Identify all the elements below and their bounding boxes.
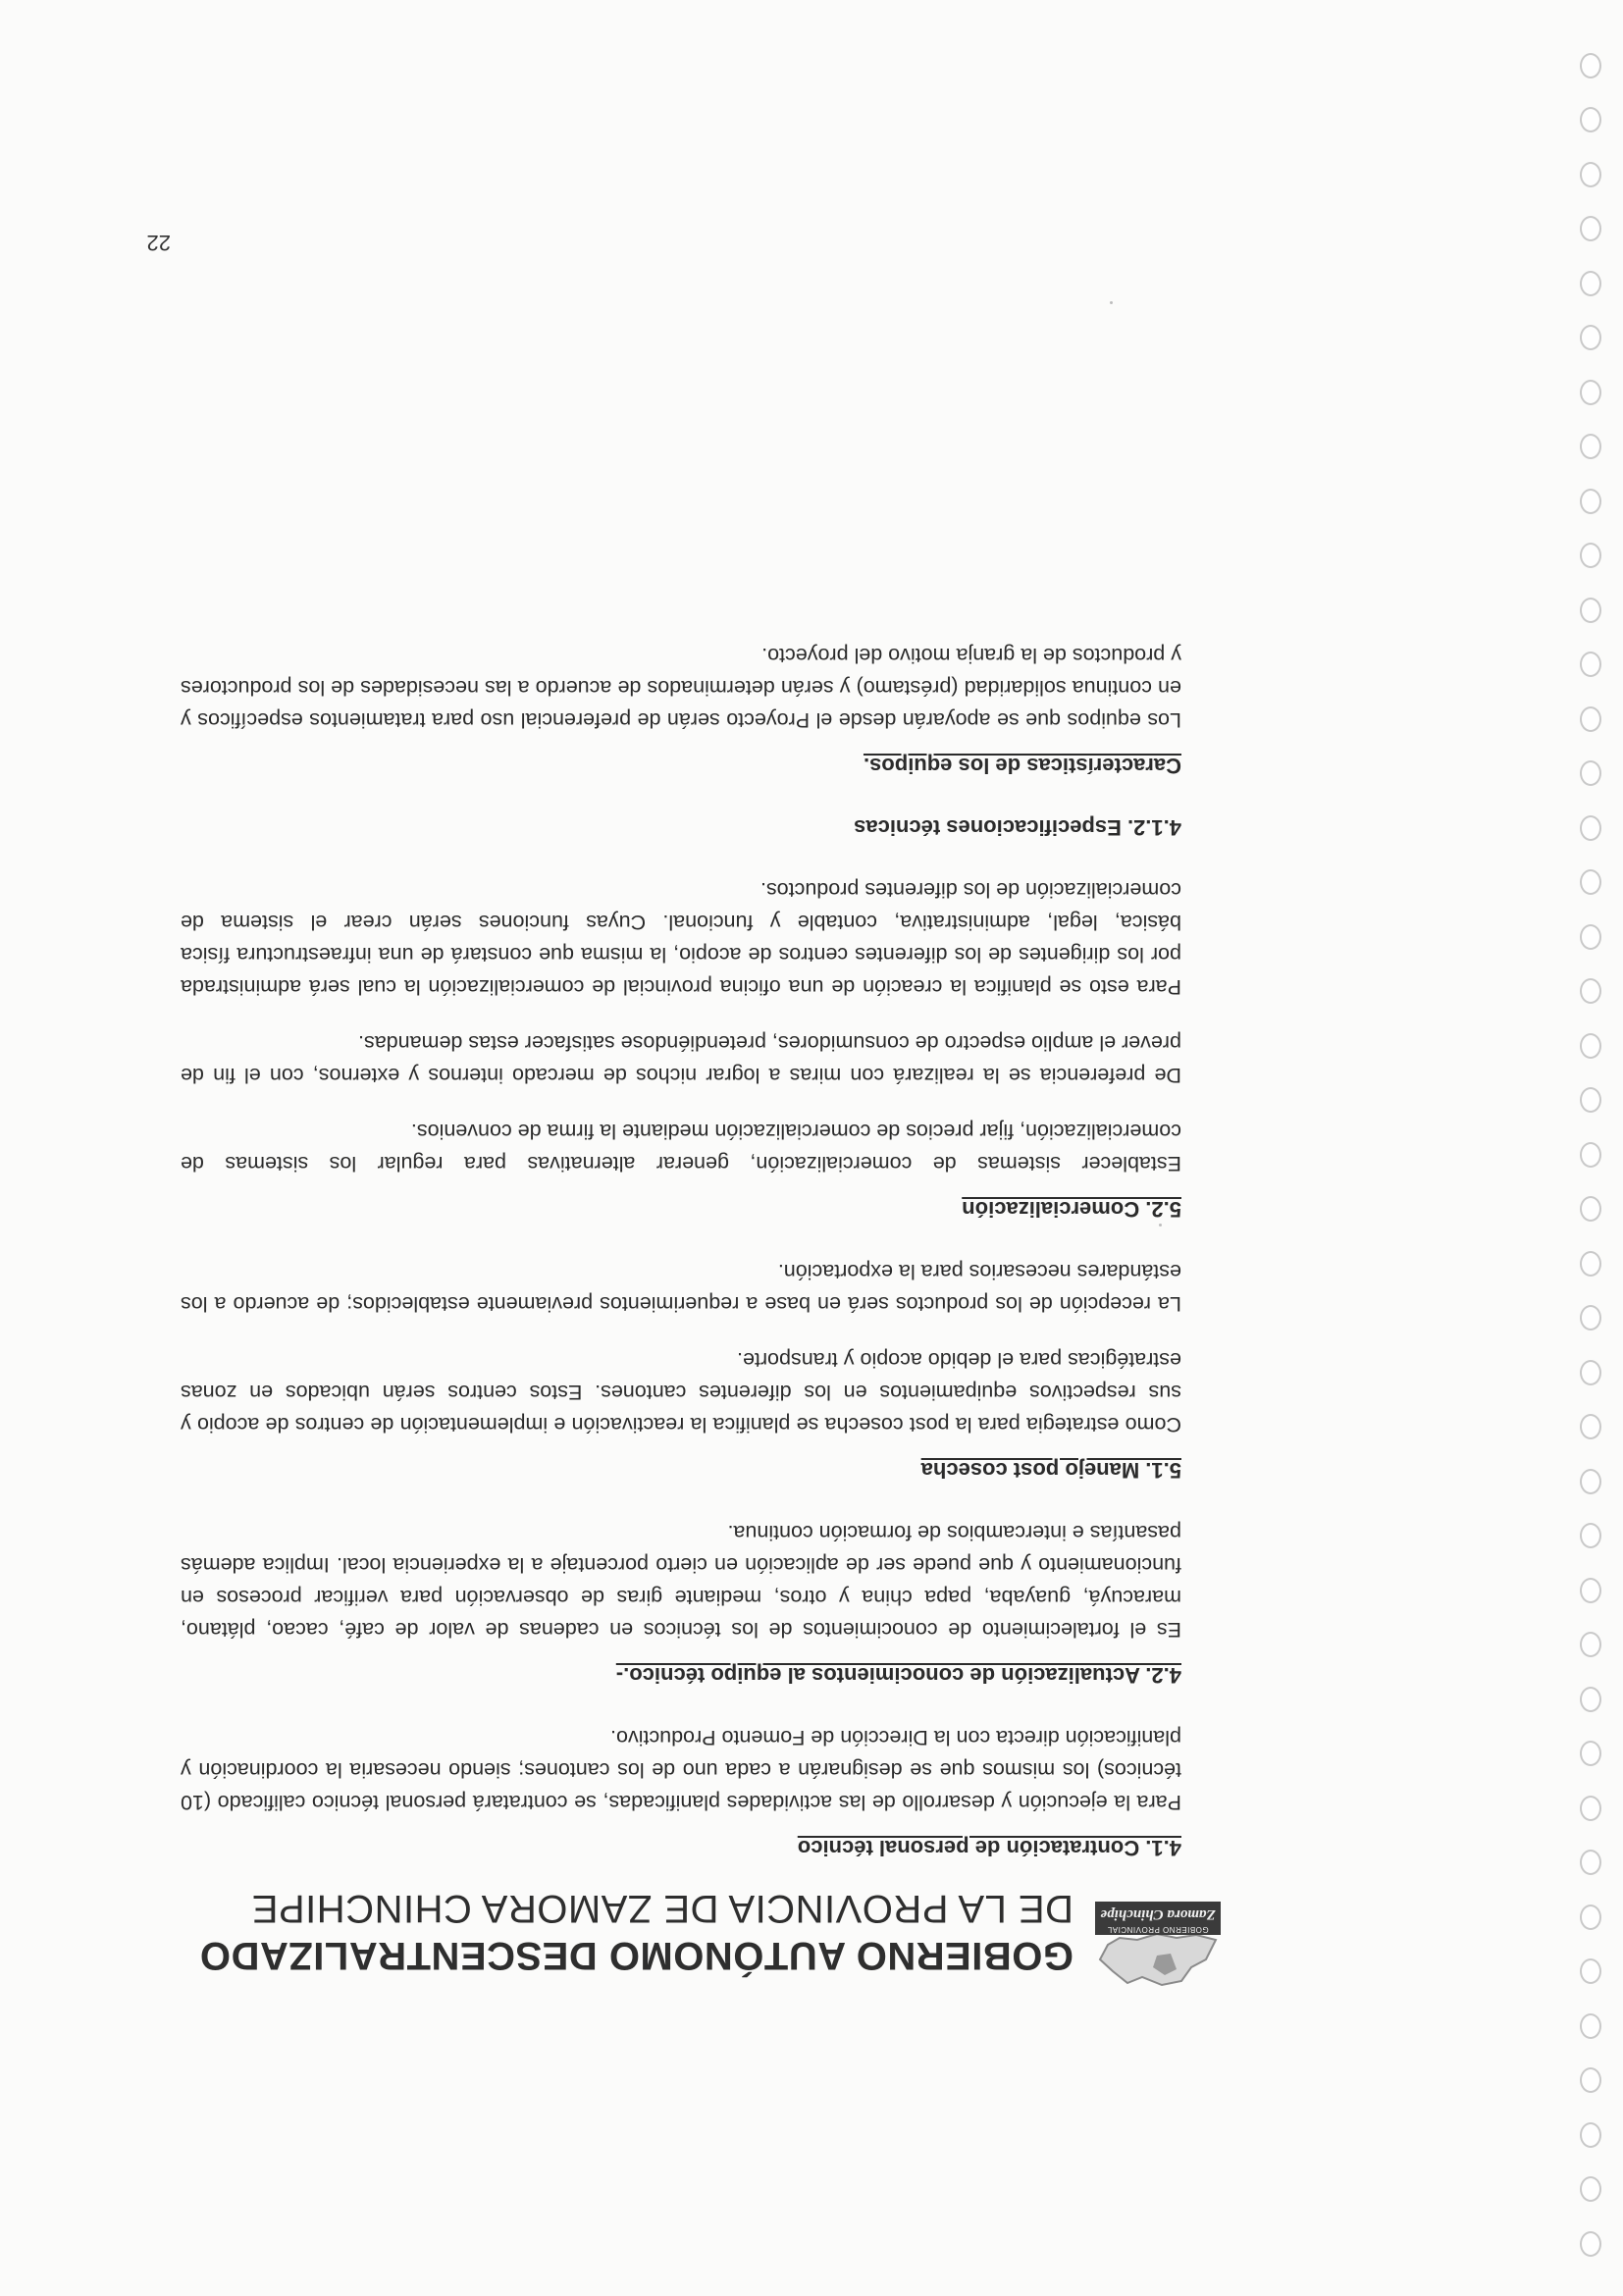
- binding-hole: [1580, 1306, 1601, 1331]
- binding-hole: [1580, 1578, 1601, 1603]
- page-number: 22: [146, 231, 171, 255]
- binding-hole: [1580, 1251, 1601, 1277]
- paragraph: Para esto se planifica la creación de una oficina provincial de comercialización la cual será administrada por los dirigentes de los diferentes centros de acopio, la misma que constará de una infraestructura física básica, legal, administrativa, contable y funcional. Cuyas funciones serán crear el sistema de comercialización de los diferentes productos.: [181, 878, 1181, 999]
- binding-hole: [1580, 1033, 1601, 1059]
- binding-hole: [1580, 1360, 1601, 1385]
- paragraph: De preferencia se la realizará con miras a lograr nichos de mercado internos y externos, con el fin de prever el amplio espectro de consumidores, pretendiéndose satisfacer estas demandas.: [181, 1031, 1181, 1087]
- binding-hole: [1580, 2231, 1601, 2257]
- binding-hole: [1580, 1524, 1601, 1549]
- binding-hole: [1580, 217, 1601, 242]
- binding-hole: [1580, 1197, 1601, 1223]
- binding-hole: [1580, 706, 1601, 732]
- logo-main-text: Zamora Chinchipe: [1100, 1906, 1216, 1922]
- binding-hole: [1580, 1742, 1601, 1767]
- section-heading: 5.1. Manejo post cosecha: [920, 1458, 1181, 1483]
- binding-hole: [1580, 598, 1601, 623]
- binding-hole: [1580, 870, 1601, 896]
- binding-hole: [1580, 1469, 1601, 1494]
- binding-hole: [1580, 979, 1601, 1005]
- binding-hole: [1580, 924, 1601, 950]
- letterhead-title-line2: DE LA PROVINCIA DE ZAMORA CHINCHIPE: [251, 1887, 1073, 1930]
- binding-hole: [1580, 1959, 1601, 1985]
- binding-hole: [1580, 1796, 1601, 1821]
- binding-hole: [1580, 489, 1601, 514]
- letterhead-title-line1: GOBIERNO AUTÓNOMO DESCENTRALIZADO: [199, 1934, 1073, 1977]
- section-heading: 4.1. Contratación de personal técnico: [797, 1836, 1181, 1860]
- scan-speck: [1159, 1224, 1162, 1226]
- document-body: [181, 615, 1181, 1864]
- province-logo: [1088, 1891, 1235, 1989]
- binding-hole: [1580, 815, 1601, 841]
- paragraph: Como estrategia para la post cosecha se planifica la reactivación e implementación de centros de acopio y sus respectivos equipamientos en los diferentes cantones. Estos centros serán ubicados en zonas estratégicas para el debido acopio y transporte.: [181, 1348, 1181, 1436]
- logo-plate: [1095, 1902, 1221, 1935]
- binding-hole: [1580, 544, 1601, 569]
- binding-hole: [1580, 271, 1601, 296]
- binding-hole: [1580, 652, 1601, 678]
- section-heading: Características de los equipos.: [863, 754, 1181, 778]
- binding-hole: [1580, 1687, 1601, 1712]
- binding-hole: [1580, 1633, 1601, 1658]
- paragraph: Establecer sistemas de comercialización, generar alternativas para regular los sistemas de comercialización, fijar precios de comercialización mediante la firma de convenios.: [181, 1120, 1181, 1175]
- binding-hole: [1580, 1415, 1601, 1440]
- binding-hole: [1580, 53, 1601, 78]
- binding-hole: [1580, 1851, 1601, 1876]
- binding-hole: [1580, 1088, 1601, 1114]
- logo-top-text: GOBIERNO PROVINCIAL: [1107, 1925, 1209, 1934]
- binding-hole: [1580, 435, 1601, 460]
- binding-hole: [1580, 1142, 1601, 1168]
- binding-hole: [1580, 108, 1601, 133]
- spiral-binding: [1572, 20, 1601, 2257]
- paragraph: Los equipos que se apoyarán desde el Proyecto serán de preferencial uso para tratamientos específicos y en continua solidaridad (préstamo) y serán determinados de acuerdo a las necesidades de los productores y productos de la granja motivo del proyecto.: [181, 644, 1181, 732]
- section-heading: 5.2. Comercialización: [962, 1197, 1181, 1222]
- binding-hole: [1580, 761, 1601, 787]
- binding-hole: [1580, 2177, 1601, 2203]
- binding-hole: [1580, 2013, 1601, 2039]
- province-map-icon: [1088, 1930, 1235, 1989]
- section-heading: 4.1.2. Especificaciones técnicas: [854, 815, 1181, 840]
- paragraph: La recepción de los productos será en base a requerimientos previamente establecidos; de acuerdo a los estándares necesarios para la exportación.: [181, 1260, 1181, 1316]
- binding-hole: [1580, 2122, 1601, 2148]
- binding-hole: [1580, 380, 1601, 405]
- paragraph: Es el fortalecimiento de conocimientos de los técnicos en cadenas de valor de café, cacao, plátano, maracuyá, guayaba, papa china y otros, mediante giras de observación para verificar procesos en funcionamiento y que puede ser de aplicación en cierto porcentaje a la experiencia local. Implica además pasantías e intercambios de formación continua.: [181, 1521, 1181, 1642]
- binding-hole: [1580, 2068, 1601, 2094]
- letterhead: [156, 1889, 1235, 1997]
- scan-speck: [1110, 301, 1113, 304]
- paragraph: Para la ejecución y desarrollo de las actividades planificadas, se contratará personal técnico calificado (10 técnicos) los mismos que se designarán a cada uno de los cantones; siendo necesaria la coordinación y planificación directa con la Dirección de Fomento Productivo.: [181, 1726, 1181, 1814]
- section-heading: 4.2. Actualización de conocimientos al equipo técnico.-: [615, 1663, 1181, 1688]
- binding-hole: [1580, 1905, 1601, 1930]
- binding-hole: [1580, 162, 1601, 187]
- binding-hole: [1580, 326, 1601, 351]
